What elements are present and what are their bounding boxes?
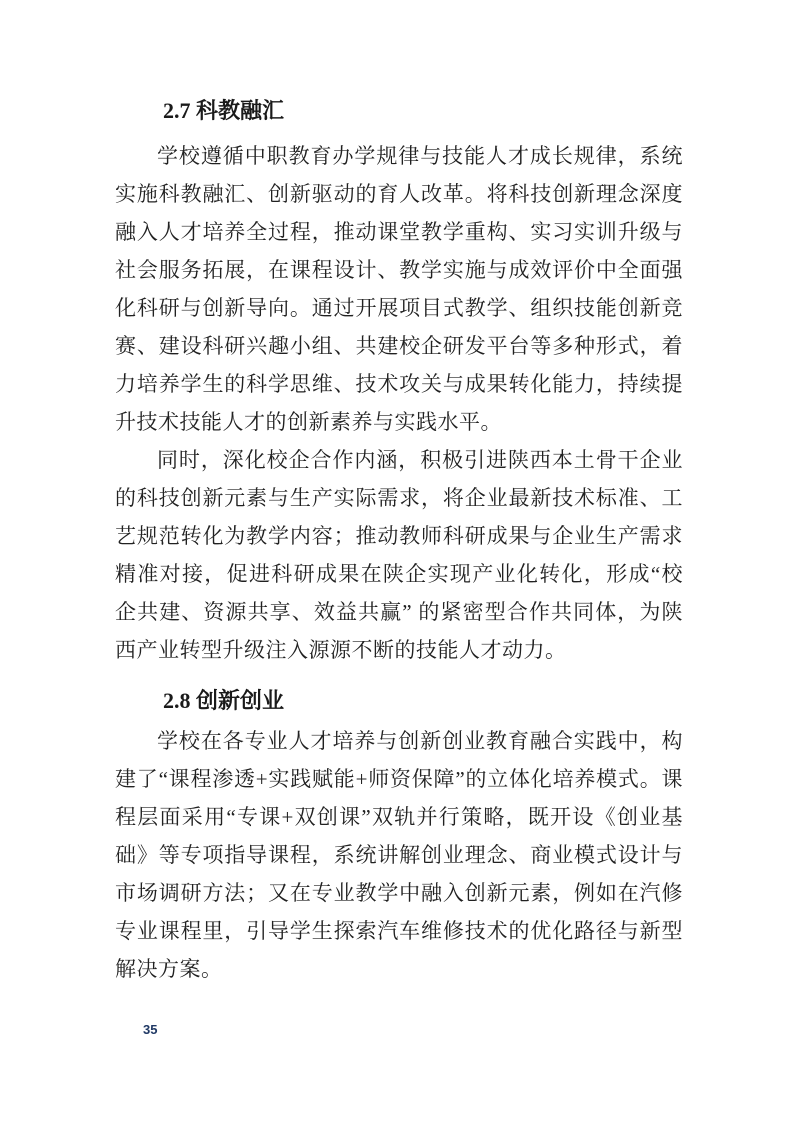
- paragraph-school-enterprise-cooperation: 同时，深化校企合作内涵，积极引进陕西本土骨干企业的科技创新元素与生产实际需求，将企业最新技术标准、工艺规范转化为教学内容；推动教师科研成果与企业生产需求精准对接，促进科研成果在陕企实现产业化转化，形成“校企共建、资源共享、效益共赢” 的紧密型合作共同体，为陕西产业转型升级注入源源不断的技能人才动力。: [115, 448, 683, 662]
- section-heading-2-8: 2.8 创新创业: [163, 688, 285, 713]
- page-number: 35: [143, 1022, 158, 1037]
- page-content: [115, 0, 683, 988]
- paragraph-science-education-integration: 学校遵循中职教育办学规律与技能人才成长规律，系统实施科教融汇、创新驱动的育人改革。将科技创新理念深度融入人才培养全过程，推动课堂教学重构、实习实训升级与社会服务拓展，在课程设计、教学实施与成效评价中全面强化科研与创新导向。通过开展项目式教学、组织技能创新竞赛、建设科研兴趣小组、共建校企研发平台等多种形式，着力培养学生的科学思维、技术攻关与成果转化能力，持续提升技术技能人才的创新素养与实践水平。: [115, 144, 683, 434]
- paragraph-innovation-entrepreneurship: 学校在各专业人才培养与创新创业教育融合实践中，构建了“课程渗透+实践赋能+师资保障”的立体化培养模式。课程层面采用“专课+双创课”双轨并行策略，既开设《创业基础》等专项指导课程，系统讲解创业理念、商业模式设计与市场调研方法；又在专业教学中融入创新元素，例如在汽修专业课程里，引导学生探索汽车维修技术的优化路径与新型解决方案。: [115, 729, 683, 981]
- section-heading-2-7: 2.7 科教融汇: [163, 98, 285, 123]
